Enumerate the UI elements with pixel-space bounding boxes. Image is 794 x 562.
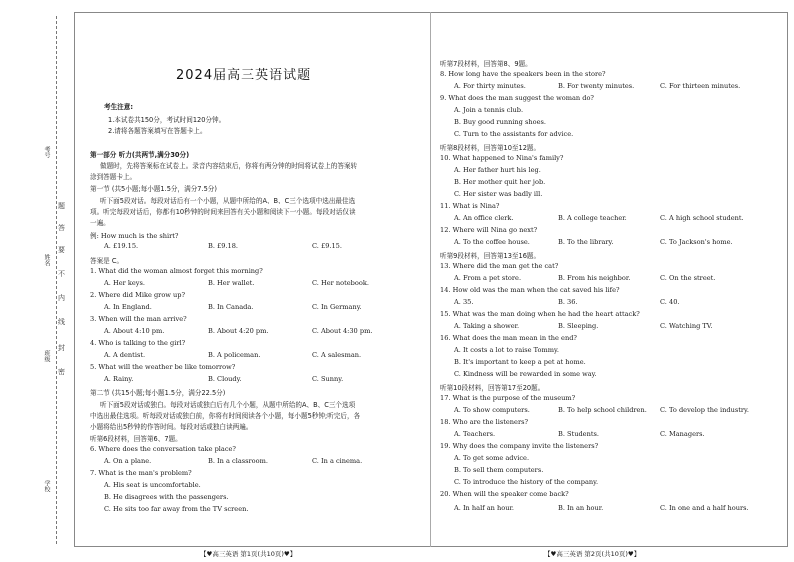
option-a: A. To show computers. [454,406,530,414]
option-b: B. For twenty minutes. [558,82,635,90]
option-c: C. 40. [660,298,680,306]
option-b: B. Her mother quit her job. [454,178,546,186]
option-b: B. About 4:20 pm. [208,327,269,335]
question: 4. Who is talking to the girl? [90,339,186,347]
question: 17. What is the purpose of the museum? [440,394,576,402]
option-c: C. Turn to the assistants for advice. [454,130,574,138]
material-heading: 听第7段材料，回答第8、9题。 [440,60,532,68]
binding-word: 内 [58,294,65,302]
binding-word: 密 [58,368,65,376]
option-b: B. Her wallet. [208,279,255,287]
option-c: C. Watching TV. [660,322,713,330]
option-b: B. £9.18. [208,242,239,250]
option-a: A. In England. [104,303,152,311]
option-a: A. For thirty minutes. [454,82,526,90]
option-a: A. To get some advice. [454,454,530,462]
instruction-line: 做题时，先将答案标在试卷上。录音内容结束后，你将有两分钟的时间将试卷上的答案转 [100,162,358,170]
option-c: C. £9.15. [312,242,342,250]
question: 8. How long have the speakers been in the store? [440,70,606,78]
page-footer: 【♥高三英语 第1页(共10页)♥】 [200,550,297,558]
option-c: C. In one and a half hours. [660,504,749,512]
question: 18. Who are the listeners? [440,418,529,426]
option-a: A. Join a tennis club. [454,106,524,114]
question: 11. What is Nina? [440,202,500,210]
option-a: A. An office clerk. [454,214,514,222]
option-b: B. Sleeping. [558,322,599,330]
option-a: A. His seat is uncomfortable. [104,481,201,489]
option-b: B. Buy good running shoes. [454,118,546,126]
option-c: C. To Jackson's home. [660,238,733,246]
option-b: B. A college teacher. [558,214,627,222]
option-b: B. To sell them computers. [454,466,544,474]
option-b: B. In an hour. [558,504,604,512]
binding-word: 要 [58,246,65,254]
question: 19. Why does the company invite the listeners? [440,442,599,450]
exam-title: 2024届高三英语试题 [176,68,312,83]
option-c: C. Her notebook. [312,279,369,287]
material-heading: 听第10段材料，回答第17至20题。 [440,384,545,392]
binding-word: 线 [58,318,65,326]
part-heading: 第一部分 听力(共两节,满分30分) [90,151,190,159]
instruction-line: 听下面5段对话。每段对话后有一个小题，从题中所给的A、B、C三个选项中选出最佳选 [100,197,356,205]
option-c: C. For thirteen minutes. [660,82,741,90]
column-divider [430,12,431,547]
label-school: 学校 [43,480,50,492]
label-class: 班级 [43,350,50,362]
instruction-line: 项。听完每段对话后，你都有10秒钟的时间来回答有关小题和阅读下一小题。每段对话仅读 [90,208,356,216]
option-b: B. 36. [558,298,578,306]
question: 7. What is the man's problem? [90,469,192,477]
material-heading: 听第8段材料，回答第10至12题。 [440,144,541,152]
instruction-line: 中选出最佳选项。听每段对话或独白前，你将有时间阅读各个小题，每小题5秒钟;听完后，各 [90,412,361,420]
option-b: B. To help school children. [558,406,647,414]
question: 1. What did the woman almost forget this morning? [90,267,263,275]
option-a: A. £19.15. [104,242,139,250]
binding-word: 答 [58,224,65,232]
option-c: C. He sits too far away from the TV screen. [104,505,249,513]
option-b: B. In Canada. [208,303,254,311]
option-c: C. Sunny. [312,375,344,383]
option-c: C. About 4:30 pm. [312,327,373,335]
option-b: B. It's important to keep a pet at home. [454,358,586,366]
option-c: C. To introduce the history of the company. [454,478,599,486]
material-heading: 听第9段材料，回答第13至16题。 [440,252,541,260]
option-a: A. Teachers. [454,430,496,438]
binding-dashed-line [56,16,57,544]
page-footer: 【♥高三英语 第2页(共10页)♥】 [544,550,641,558]
option-a: A. Taking a shower. [454,322,520,330]
option-c: C. On the street. [660,274,716,282]
option-a: A. In half an hour. [454,504,514,512]
option-a: A. It costs a lot to raise Tommy. [454,346,559,354]
option-a: A. 35. [454,298,474,306]
notice-item: 2.请将各题答案填写在答题卡上。 [108,127,207,135]
option-a: A. To the coffee house. [454,238,530,246]
question: 13. Where did the man get the cat? [440,262,559,270]
question: 14. How old was the man when the cat saved his life? [440,286,620,294]
question: 9. What does the man suggest the woman do? [440,94,594,102]
instruction-line: 涂到答题卡上。 [90,173,137,181]
material-heading: 听第6段材料，回答第6、7题。 [90,435,182,443]
section-heading: 第一节 (共5小题;每小题1.5分，满分7.5分) [90,185,217,193]
option-b: B. A policeman. [208,351,261,359]
option-a: A. Her keys. [104,279,145,287]
label-name: 姓名 [43,254,50,266]
question: 2. Where did Mike grow up? [90,291,186,299]
binding-word: 题 [58,202,65,210]
question: 20. When will the speaker come back? [440,490,569,498]
binding-word: 封 [58,344,65,352]
question: 12. Where will Nina go next? [440,226,538,234]
section-heading: 第二节 (共15小题;每小题1.5分，满分22.5分) [90,389,226,397]
question: 3. When will the man arrive? [90,315,187,323]
instruction-line: 听下面5段对话或独白。每段对话或独白后有几个小题，从题中所给的A、B、C三个选项 [100,401,356,409]
option-c: C. A salesman. [312,351,362,359]
binding-strip [0,0,74,562]
option-b: B. From his neighbor. [558,274,631,282]
option-a: A. About 4:10 pm. [104,327,165,335]
option-c: C. Her sister was badly ill. [454,190,543,198]
example-question: 例: How much is the shirt? [90,232,179,240]
question: 5. What will the weather be like tomorrow? [90,363,236,371]
option-b: B. Students. [558,430,599,438]
option-a: A. From a pet store. [454,274,522,282]
option-b: B. To the library. [558,238,614,246]
option-c: C. A high school student. [660,214,744,222]
example-answer: 答案是 C。 [90,257,124,265]
option-b: B. Cloudy. [208,375,242,383]
instruction-line: 一遍。 [90,219,110,227]
option-a: A. Rainy. [104,375,134,383]
option-c: C. To develop the industry. [660,406,749,414]
option-a: A. On a plane. [104,457,152,465]
label-exam-number: 考号 [43,146,50,158]
option-c: C. In Germany. [312,303,362,311]
notice-heading: 考生注意: [104,103,134,111]
binding-word: 不 [58,270,65,278]
option-a: A. Her father hurt his leg. [454,166,541,174]
question: 6. Where does the conversation take place? [90,445,236,453]
question: 16. What does the man mean in the end? [440,334,577,342]
option-b: B. In a classroom. [208,457,268,465]
option-a: A. A dentist. [104,351,146,359]
notice-item: 1.本试卷共150分，考试时间120分钟。 [108,116,226,124]
option-c: C. In a cinema. [312,457,363,465]
option-c: C. Kindness will be rewarded in some way. [454,370,597,378]
question: 15. What was the man doing when he had the heart attack? [440,310,640,318]
option-b: B. He disagrees with the passengers. [104,493,229,501]
instruction-line: 小题将给出5秒钟的作答时间。每段对话或独白读两遍。 [90,423,253,431]
option-c: C. Managers. [660,430,705,438]
question: 10. What happened to Nina's family? [440,154,564,162]
